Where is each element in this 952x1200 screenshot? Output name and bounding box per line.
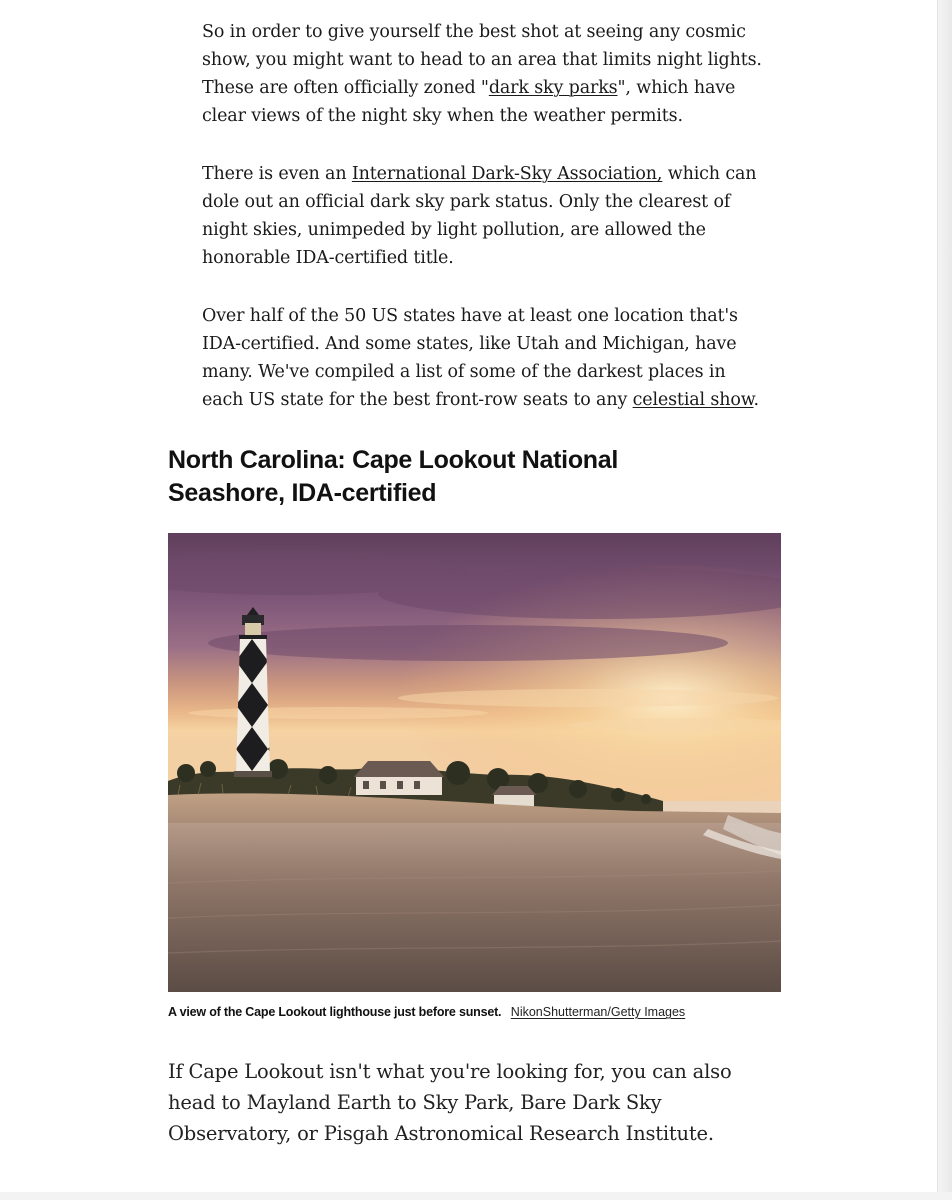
paragraph-1-text-after: ", which have clear views of the night sky when the weather permits. — [202, 78, 736, 126]
small-house — [492, 786, 536, 807]
photo-caption — [168, 1002, 788, 1022]
paragraph-us-states — [202, 302, 772, 414]
article-intro — [202, 18, 772, 444]
dark-sky-parks-link[interactable]: dark sky parks — [488, 78, 618, 98]
celestial-show-link[interactable]: celestial show — [632, 390, 754, 410]
paragraph-1-text-before: So in order to give yourself the best shot at seeing any cosmic show, you might want to head to an area that limits night lights. These are often officially zoned " — [202, 22, 762, 98]
paragraph-3-text-after: . — [753, 390, 759, 410]
paragraph-ida — [202, 160, 772, 272]
keepers-house — [354, 761, 444, 795]
paragraph-dark-sky-parks — [202, 18, 772, 130]
page-edge — [937, 0, 952, 1200]
paragraph-3-text-before: Over half of the 50 US states have at least one location that's IDA-certified. And some states, like Utah and Michigan, have many. We've compiled a list of some of the darkest places in each US state for the best front-row seats to any — [202, 306, 738, 410]
cape-lookout-photo — [168, 533, 781, 992]
caption-text: A view of the Cape Lookout lighthouse just before sunset. — [168, 1005, 502, 1019]
paragraph-2-text-after: which can dole out an official dark sky park status. Only the clearest of night skies, unimpeded by light pollution, are allowed the honorable IDA-certified title. — [202, 164, 757, 268]
ida-link[interactable]: International Dark-Sky Association, — [351, 164, 663, 184]
paragraph-2-text-before: There is even an — [202, 164, 352, 184]
paragraph-alternatives: If Cape Lookout isn't what you're looking for, you can also head to Mayland Earth to Sky Park, Bare Dark Sky Observatory, or Pisgah Astronomical Research Institute. — [168, 1060, 732, 1145]
section-heading-north-carolina: North Carolina: Cape Lookout National Seashore, IDA-certified — [168, 446, 619, 507]
lighthouse-sunset-illustration — [168, 533, 781, 992]
photo-credit-link[interactable]: NikonShutterman/Getty Images — [510, 1005, 686, 1019]
page-bottom-edge — [0, 1192, 952, 1200]
